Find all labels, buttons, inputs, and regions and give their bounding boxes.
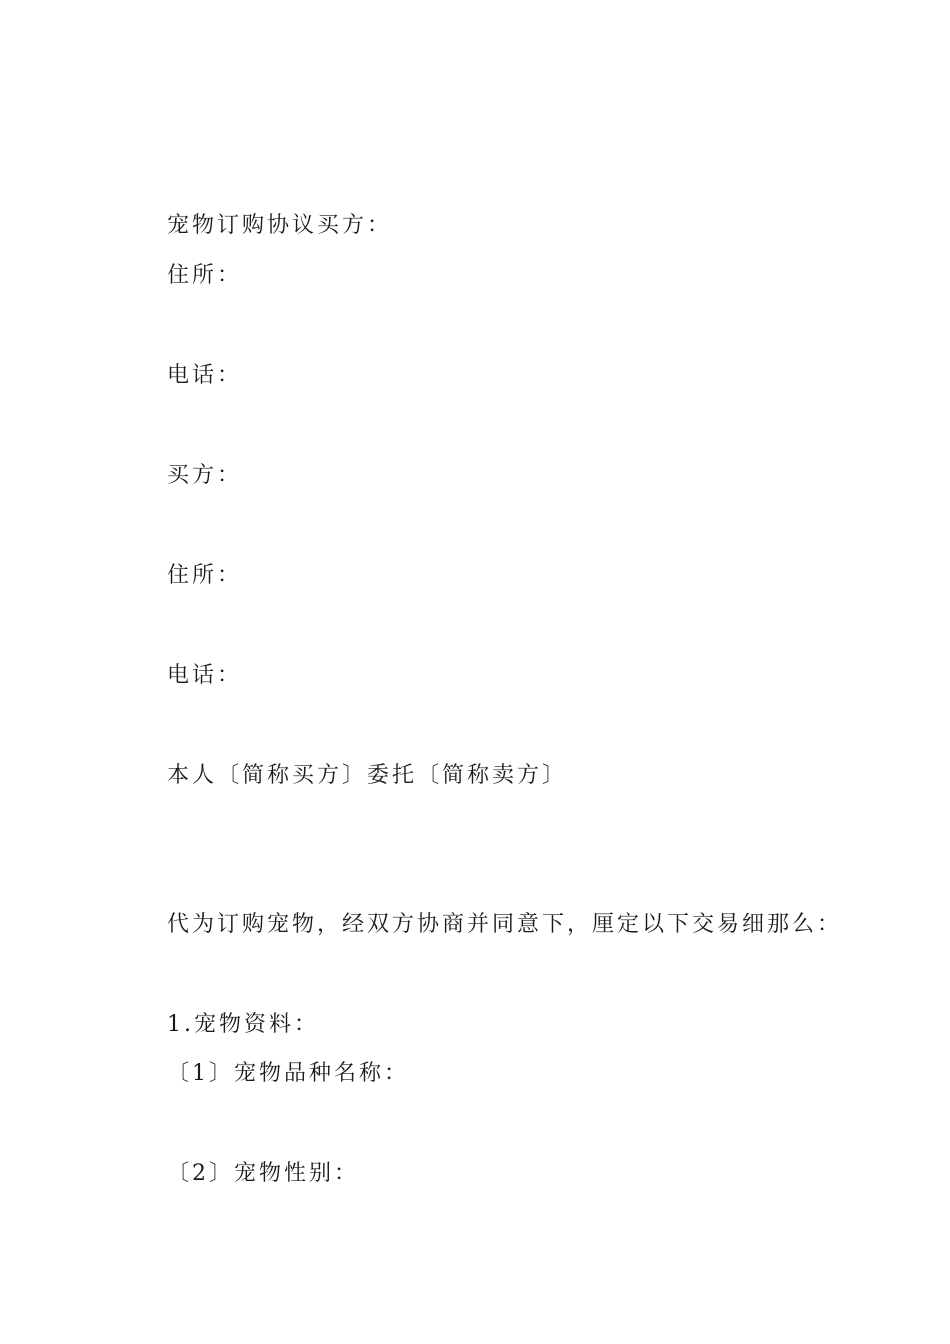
address-line-1: 住所：	[167, 263, 243, 288]
entrustment-line: 本人〔简称买方〕委托〔简称卖方〕	[167, 763, 568, 788]
agreement-title-buyer-line: 宠物订购协议买方：	[167, 213, 393, 238]
phone-line-1: 电话：	[167, 363, 243, 388]
pet-gender-line: 〔2〕宠物性别：	[167, 1161, 359, 1186]
purchase-terms-line: 代为订购宠物，经双方协商并同意下，厘定以下交易细那么：	[167, 912, 843, 937]
address-line-2: 住所：	[167, 563, 243, 588]
phone-line-2: 电话：	[167, 663, 243, 688]
pet-breed-line: 〔1〕宠物品种名称：	[167, 1061, 409, 1086]
buyer-line-2: 买方：	[167, 463, 243, 488]
pet-info-heading: 1.宠物资料：	[167, 1012, 319, 1037]
